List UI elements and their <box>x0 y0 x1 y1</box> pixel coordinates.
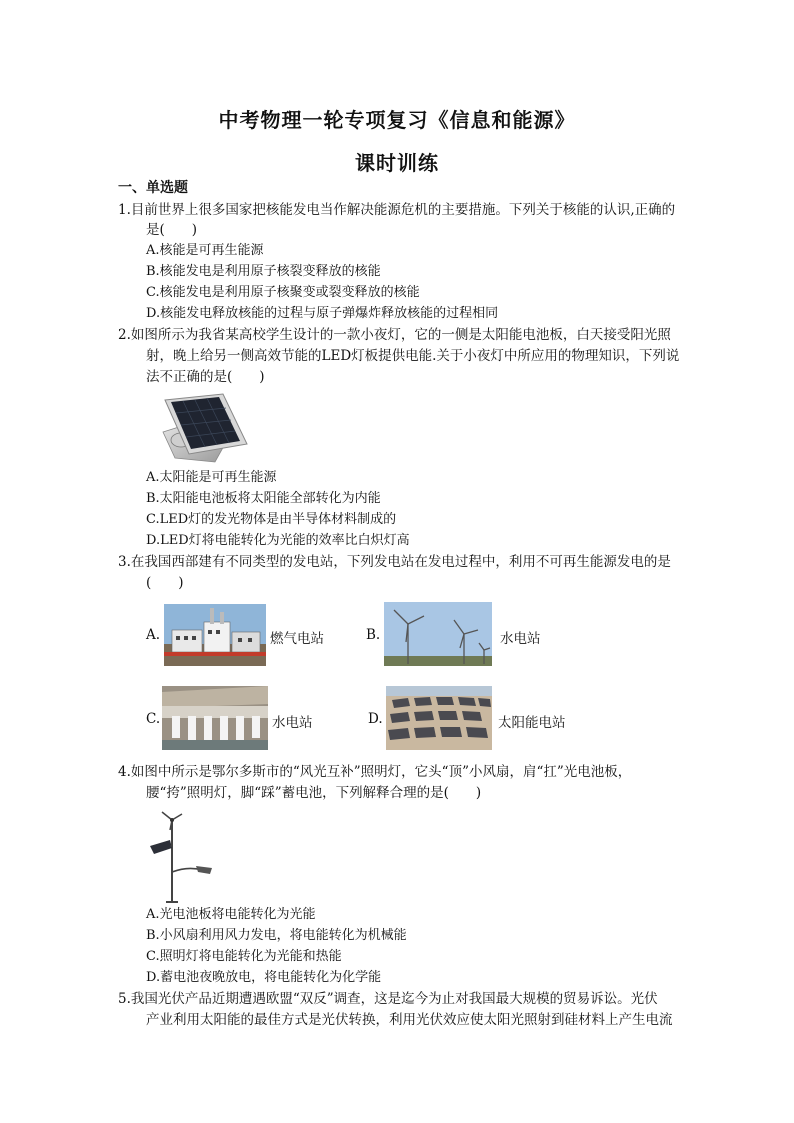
q1-option-c: C.核能发电是利用原子核聚变或裂变释放的核能 <box>146 285 420 300</box>
page-title: 中考物理一轮专项复习《信息和能源》 <box>218 108 576 132</box>
q3-option-c-label: 水电站 <box>272 715 313 731</box>
q3-stem-line-2: ( ) <box>146 575 184 591</box>
gas-power-station-image <box>164 604 266 666</box>
q2-option-c: C.LED灯的发光物体是由半导体材料制成的 <box>146 512 397 527</box>
q5-stem-line-1: 5.我国光伏产品近期遭遇欧盟“双反”调查，这是迄今为止对我国最大规模的贸易诉讼。光伏 <box>118 991 658 1007</box>
q4-option-b: B.小风扇利用风力发电，将电能转化为机械能 <box>146 928 407 943</box>
solar-night-light-image <box>155 392 255 464</box>
q5-stem-line-2: 产业利用太阳能的最佳方式是光伏转换，利用光伏效应使太阳光照射到硅材料上产生电流 <box>146 1012 673 1028</box>
q3-option-b-letter: B. <box>366 627 381 643</box>
solar-power-station-image <box>386 686 492 750</box>
q2-stem-line-3: 法不正确的是( ) <box>146 369 265 385</box>
q2-option-b: B.太阳能电池板将太阳能全部转化为内能 <box>146 491 381 506</box>
q3-stem-line-1: 3.在我国西部建有不同类型的发电站，下列发电站在发电过程中，利用不可再生能源发电的是 <box>118 554 671 570</box>
q1-option-b: B.核能发电是利用原子核裂变释放的核能 <box>146 264 381 279</box>
page-subtitle: 课时训练 <box>355 151 439 175</box>
q2-stem-line-2: 射，晚上给另一侧高效节能的LED灯板提供电能.关于小夜灯中所应用的物理知识，下列说 <box>146 348 680 364</box>
q3-option-a-label: 燃气电站 <box>270 631 324 647</box>
section-heading: 一、单选题 <box>118 180 188 196</box>
q4-option-c: C.照明灯将电能转化为光能和热能 <box>146 949 342 964</box>
q2-option-d: D.LED灯将电能转化为光能的效率比白炽灯高 <box>146 533 410 548</box>
q4-option-a: A.光电池板将电能转化为光能 <box>146 907 316 922</box>
q3-option-b-label: 水电站 <box>500 631 541 647</box>
q2-option-a: A.太阳能是可再生能源 <box>146 470 277 485</box>
q3-option-d-label: 太阳能电站 <box>498 715 566 731</box>
hydro-power-station-image <box>162 686 268 750</box>
q1-stem-line-2: 是( ) <box>146 222 198 238</box>
wind-solar-street-lamp-image <box>144 810 220 904</box>
q3-option-a-letter: A. <box>146 627 161 643</box>
q4-option-d: D.蓄电池夜晚放电，将电能转化为化学能 <box>146 970 382 985</box>
q3-option-d-letter: D. <box>368 711 383 727</box>
wind-power-station-image <box>384 602 492 666</box>
q2-stem-line-1: 2.如图所示为我省某高校学生设计的一款小夜灯，它的一侧是太阳能电池板，白天接受阳光照 <box>118 327 671 343</box>
q4-stem-line-2: 腰“挎”照明灯，脚“踩”蓄电池，下列解释合理的是( ) <box>146 785 482 801</box>
q4-stem-line-1: 4.如图中所示是鄂尔多斯市的“风光互补”照明灯，它头“顶”小风扇，肩“扛”光电池板， <box>118 764 632 780</box>
q1-stem-line-1: 1.目前世界上很多国家把核能发电当作解决能源危机的主要措施。下列关于核能的认识,正确的 <box>118 202 676 218</box>
q1-option-d: D.核能发电释放核能的过程与原子弹爆炸释放核能的过程相同 <box>146 306 499 321</box>
q1-option-a: A.核能是可再生能源 <box>146 243 264 258</box>
q3-option-c-letter: C. <box>146 711 161 727</box>
